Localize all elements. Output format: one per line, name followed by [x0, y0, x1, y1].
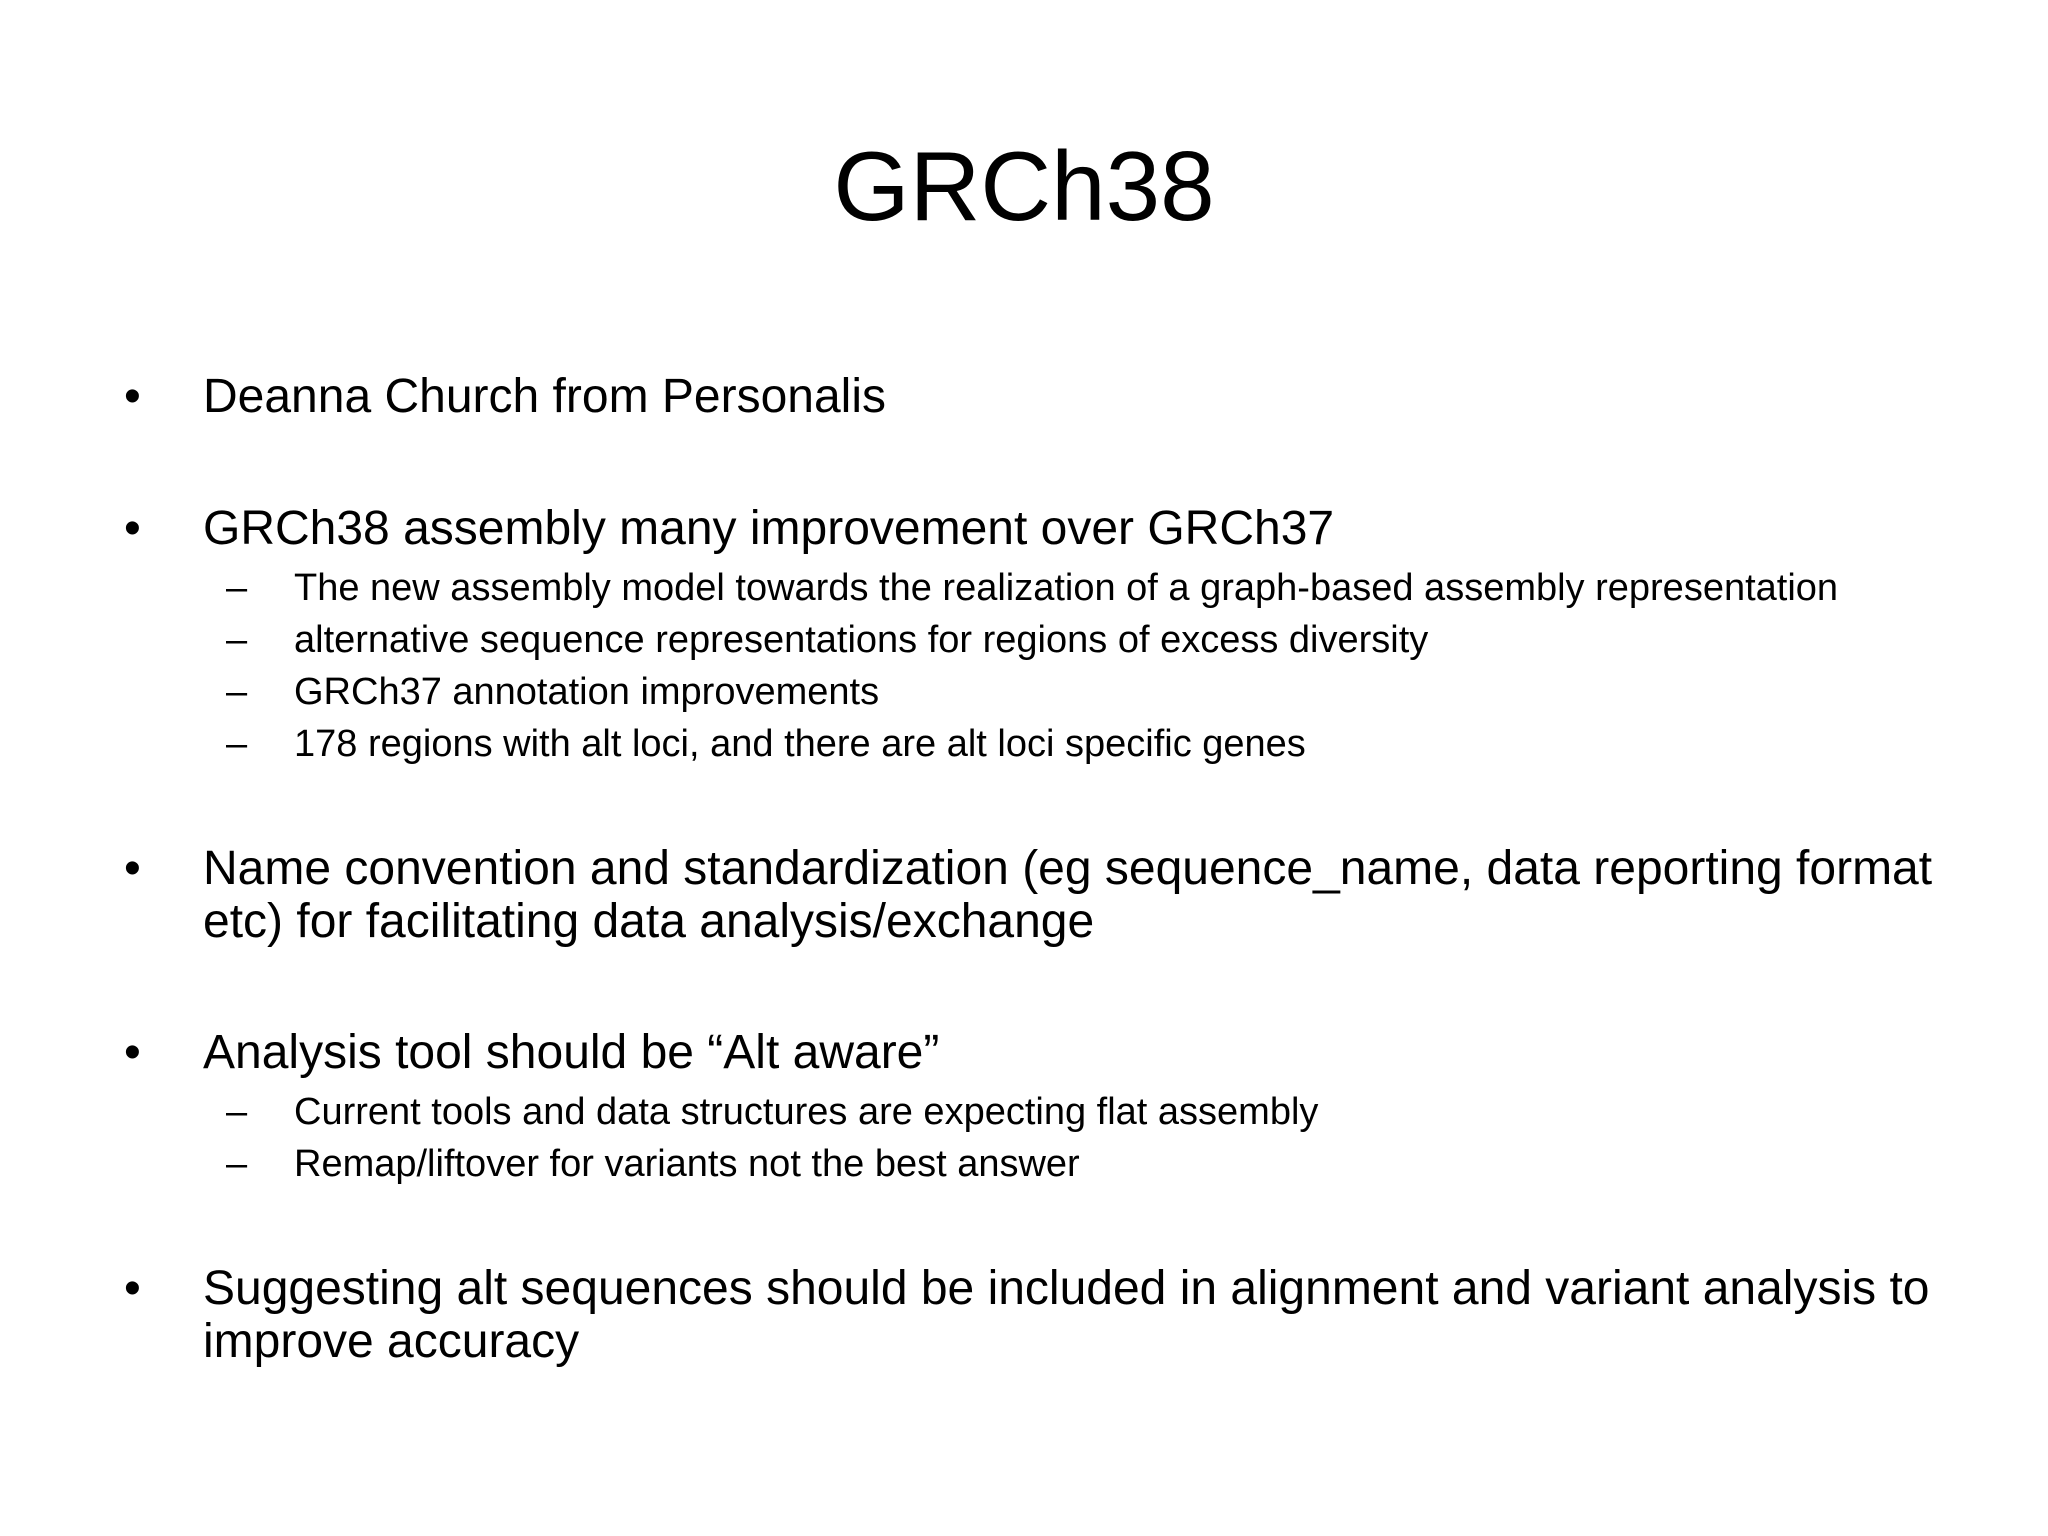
sub-text: alternative sequence representations for regions of excess diversity — [294, 619, 1429, 661]
bullet-text: Name convention and standardization (eg sequence_name, data reporting format etc) for facilitating data analysis/exchange — [203, 842, 1946, 948]
bullet-marker: • — [124, 842, 141, 895]
bullet-text: Analysis tool should be “Alt aware” — [203, 1026, 940, 1079]
sub-text: Current tools and data structures are expecting flat assembly — [294, 1091, 1319, 1133]
bullet-text: Suggesting alt sequences should be included in alignment and variant analysis to improve accuracy — [203, 1262, 1943, 1368]
bullet-text: GRCh38 assembly many improvement over GRCh37 — [203, 502, 1335, 555]
sub-item-2-1 — [0, 562, 2048, 614]
sub-item-2-4 — [0, 718, 2048, 770]
bullet-marker: • — [124, 1026, 141, 1079]
sub-text: GRCh37 annotation improvements — [294, 671, 880, 713]
bullet-marker: • — [124, 370, 141, 423]
sub-item-2-3 — [0, 666, 2048, 718]
sub-text: The new assembly model towards the realization of a graph-based assembly representation — [294, 567, 1839, 609]
sub-text: 178 regions with alt loci, and there are alt loci specific genes — [294, 723, 1306, 765]
sub-marker: – — [226, 723, 248, 765]
sub-item-4-1 — [0, 1086, 2048, 1138]
sub-text: Remap/liftover for variants not the best answer — [294, 1143, 1080, 1185]
bullet-marker: • — [124, 1262, 141, 1315]
bullet-text: Deanna Church from Personalis — [203, 370, 886, 423]
sub-item-4-2 — [0, 1138, 2048, 1190]
slide-title: GRCh38 — [833, 131, 1215, 241]
sub-marker: – — [226, 671, 248, 713]
sub-marker: – — [226, 619, 248, 661]
sub-item-2-2 — [0, 614, 2048, 666]
bullet-marker: • — [124, 502, 141, 555]
sub-marker: – — [226, 567, 248, 609]
sub-marker: – — [226, 1143, 248, 1185]
sub-marker: – — [226, 1091, 248, 1133]
